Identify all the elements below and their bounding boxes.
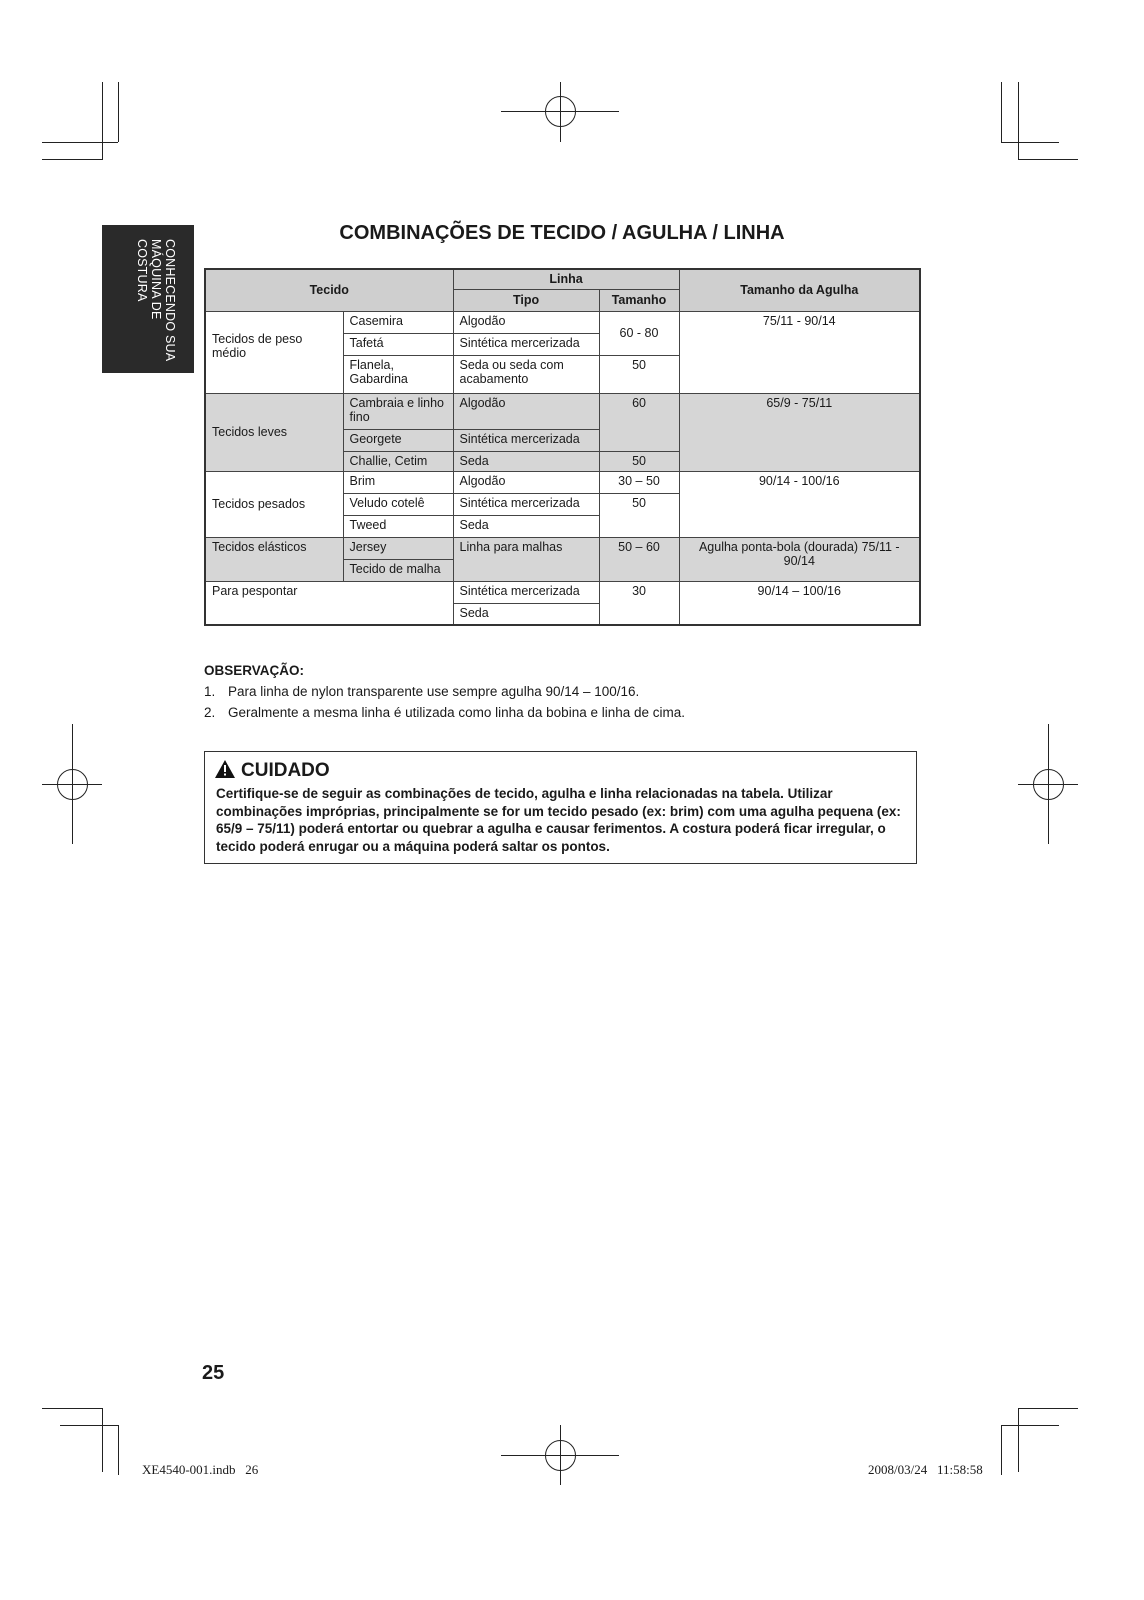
fabric-cell: Flanela, Gabardina [343, 355, 453, 393]
fabric-cell: Casemira [343, 311, 453, 333]
needle-size-cell: 75/11 - 90/14 [679, 311, 920, 393]
table-row [205, 537, 920, 559]
caution-title [215, 760, 330, 782]
needle-size-cell: 90/14 – 100/16 [679, 581, 920, 625]
table-row [205, 311, 920, 333]
thread-size-cell: 30 – 50 [599, 471, 679, 493]
header-tipo: Tipo [453, 289, 599, 311]
group-name: Tecidos pesados [205, 471, 343, 537]
table-row [205, 393, 920, 429]
thread-size-cell: 30 [599, 581, 679, 625]
observation-item [204, 684, 639, 699]
fabric-cell: Tafetá [343, 333, 453, 355]
thread-size-cell: 60 - 80 [599, 311, 679, 355]
observation-item-number: 2. [204, 705, 216, 720]
thread-type-cell: Algodão [453, 393, 599, 429]
thread-type-cell: Linha para malhas [453, 537, 599, 581]
fabric-cell: Georgete [343, 429, 453, 451]
observation-item-text: Geralmente a mesma linha é utilizada como linha da bobina e linha de cima. [228, 705, 686, 720]
thread-type-cell: Algodão [453, 311, 599, 333]
thread-type-cell: Seda [453, 451, 599, 471]
footer-timestamp: 2008/03/24 11:58:58 [868, 1462, 983, 1477]
caution-title-text: CUIDADO [241, 760, 330, 781]
thread-type-cell: Sintética mercerizada [453, 493, 599, 515]
warning-triangle-icon [215, 760, 235, 778]
thread-type-cell: Sintética mercerizada [453, 429, 599, 451]
thread-type-cell: Algodão [453, 471, 599, 493]
table-row [205, 471, 920, 493]
thread-type-cell: Sintética mercerizada [453, 333, 599, 355]
observation-item [204, 705, 685, 720]
thread-size-cell: 50 – 60 [599, 537, 679, 581]
needle-size-cell: Agulha ponta-bola (dourada) 75/11 - 90/14 [679, 537, 920, 581]
observation-item-text: Para linha de nylon transparente use sempre agulha 90/14 – 100/16. [228, 684, 640, 699]
needle-size-cell: 65/9 - 75/11 [679, 393, 920, 471]
page-title: COMBINAÇÕES DE TECIDO / AGULHA / LINHA [339, 222, 785, 244]
fabric-cell: Veludo cotelê [343, 493, 453, 515]
observation-item-number: 1. [204, 684, 216, 699]
group-name: Tecidos de peso médio [205, 311, 343, 393]
fabric-cell: Brim [343, 471, 453, 493]
fabric-needle-thread-table [204, 268, 921, 626]
header-tamanho: Tamanho [599, 289, 679, 311]
thread-size-cell: 60 [599, 393, 679, 451]
caution-text: Certifique-se de seguir as combinações de tecido, agulha e linha relacionadas na tabela. Utilizar combinações impróprias, principalmente se for um tecido pesado (ex: brim) com uma agulha pequena (ex: 65/9 – 75/11) poderá entortar ou quebrar a agulha e causar ferimentos. A costura poderá ficar irregular, o tecido poderá enrugar ou a máquina poderá saltar os pontos. [216, 786, 901, 854]
group-name: Tecidos leves [205, 393, 343, 471]
thread-type-cell: Sintética mercerizada [453, 581, 599, 603]
fabric-cell: Challie, Cetim [343, 451, 453, 471]
thread-type-cell: Seda [453, 515, 599, 537]
thread-size-cell: 50 [599, 355, 679, 393]
header-tecido: Tecido [205, 269, 453, 311]
observation-heading: OBSERVAÇÃO: [204, 663, 305, 678]
header-linha: Linha [453, 269, 679, 289]
group-name: Tecidos elásticos [205, 537, 343, 581]
page-number: 25 [202, 1362, 225, 1384]
thread-type-cell: Seda ou seda com acabamento [453, 355, 599, 393]
thread-size-cell: 50 [599, 493, 679, 537]
fabric-cell: Jersey [343, 537, 453, 559]
header-agulha: Tamanho da Agulha [679, 269, 920, 311]
footer-file-info: XE4540-001.indb 26 [142, 1462, 259, 1477]
table-row [205, 581, 920, 603]
fabric-cell: Tecido de malha [343, 559, 453, 581]
fabric-cell: Cambraia e linho fino [343, 393, 453, 429]
section-side-tab [102, 225, 194, 373]
section-side-tab-label: CONHECENDO SUA MÁQUINA DE COSTURA [135, 239, 177, 362]
thread-size-cell: 50 [599, 451, 679, 471]
needle-size-cell: 90/14 - 100/16 [679, 471, 920, 537]
thread-type-cell: Seda [453, 603, 599, 625]
fabric-cell: Tweed [343, 515, 453, 537]
caution-box [204, 751, 917, 864]
group-name: Para pespontar [205, 581, 453, 625]
